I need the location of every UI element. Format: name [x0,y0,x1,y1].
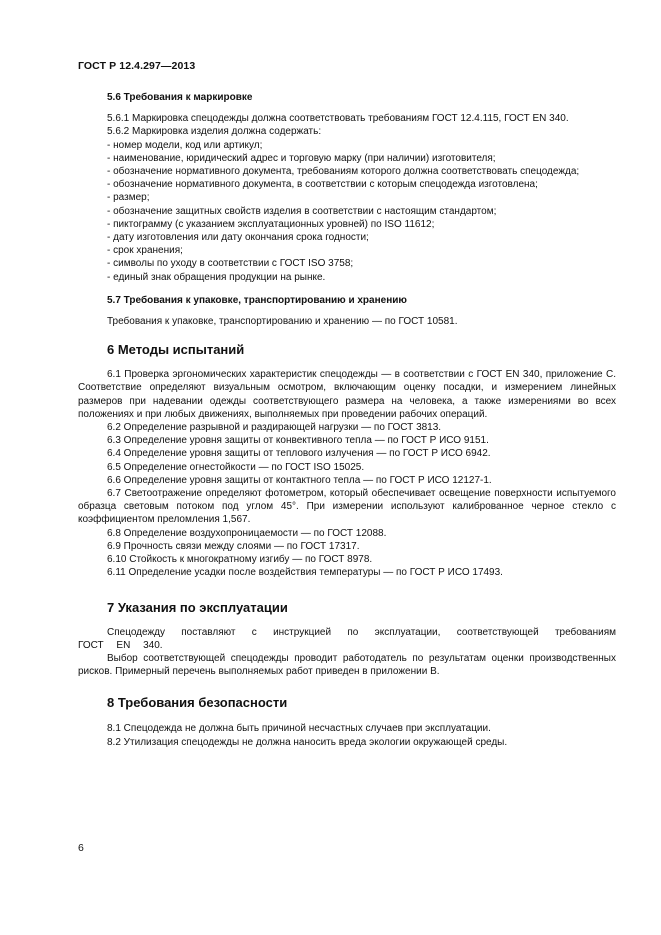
list-item: - срок хранения; [107,245,183,257]
paragraph-8-2: 8.2 Утилизация спецодежды не должна наносить вреда экологии окружающей среды. [107,736,508,748]
page-number: 6 [78,842,84,854]
section-5-7-heading: 5.7 Требования к упаковке, транспортированию и хранению [107,294,407,306]
list-item: - обозначение защитных свойств изделия в соответствии с настоящим стандартом; [107,205,497,217]
paragraph-7-1: Спецодежду поставляют с инструкцией по эксплуатации, соответствующей требованиям ГОСТ EN 340. [78,626,616,651]
paragraph-6-4: 6.4 Определение уровня защиты от теплового излучения — по ГОСТ Р ИСО 6942. [107,448,491,460]
list-item: - обозначение нормативного документа, в соответствии с которым спецодежда изготовлена; [107,179,538,191]
paragraph-6-10: 6.10 Стойкость к многократному изгибу — по ГОСТ 8978. [107,554,373,566]
document-header: ГОСТ Р 12.4.297—2013 [78,60,196,72]
paragraph-8-1: 8.1 Спецодежда не должна быть причиной несчастных случаев при эксплуатации. [107,723,491,735]
paragraph-6-6: 6.6 Определение уровня защиты от контактного тепла — по ГОСТ Р ИСО 12127-1. [107,474,492,486]
section-7-heading: 7 Указания по эксплуатации [107,599,288,615]
list-item: - символы по уходу в соответствии с ГОСТ ISO 3758; [107,258,354,270]
list-item: - обозначение нормативного документа, требованиям которого должна соответствовать спецодежда; [107,166,580,178]
paragraph-5-6-2: 5.6.2 Маркировка изделия должна содержать: [107,126,322,138]
paragraph-6-1: 6.1 Проверка эргономических характеристик спецодежды — в соответствии с ГОСТ EN 340, приложение C. Соответствие определяют визуальным осмотром, включающим оценку посадки, и измерением линейных размеров при надевании одежды соответствующего размера на человека, а также измерениями во всех положениях и при любых движениях, выполняемых при проведении рабочих операций. [78,369,616,420]
document-body [78,90,616,749]
paragraph-7-2: Выбор соответствующей спецодежды проводит работодатель по результатам оценки производственных рисков. Примерный перечень выполняемых работ приведен в приложении В. [78,652,616,678]
section-8-heading: 8 Требования безопасности [107,695,288,711]
section-6-heading: 6 Методы испытаний [107,342,245,358]
paragraph-6-2: 6.2 Определение разрывной и раздирающей нагрузки — по ГОСТ 3813. [107,422,442,434]
list-item: - единый знак обращения продукции на рынке. [107,271,326,283]
marking-list [78,139,616,284]
list-item: - дату изготовления или дату окончания срока годности; [107,232,369,244]
paragraph-6-7: 6.7 Светоотражение определяют фотометром, который обеспечивает освещение поверхности испытуемого образца световым потоком под углом 45°. При измерении используют калиброванное черное стекло с коэффициентом преломления 1,567. [78,488,616,526]
paragraph-6-5: 6.5 Определение огнестойкости — по ГОСТ ISO 15025. [107,461,365,473]
paragraph-6-3: 6.3 Определение уровня защиты от конвективного тепла — по ГОСТ Р ИСО 9151. [107,435,489,447]
list-item: - пиктограмму (с указанием эксплуатационных уровней) по ISO 11612; [107,218,435,230]
list-item: - размер; [107,192,150,204]
paragraph-5-7: Требования к упаковке, транспортированию и хранению — по ГОСТ 10581. [107,316,458,328]
list-item: - наименование, юридический адрес и торговую марку (при наличии) изготовителя; [107,152,496,164]
paragraph-6-9: 6.9 Прочность связи между слоями — по ГОСТ 17317. [107,540,360,552]
section-5-6-heading: 5.6 Требования к маркировке [107,92,253,103]
paragraph-6-8: 6.8 Определение воздухопроницаемости — по ГОСТ 12088. [107,527,387,539]
paragraph-6-11: 6.11 Определение усадки после воздействия температуры — по ГОСТ Р ИСО 17493. [107,567,503,579]
paragraph-5-6-1: 5.6.1 Маркировка спецодежды должна соответствовать требованиям ГОСТ 12.4.115, ГОСТ EN 340. [107,113,569,125]
list-item: - номер модели, код или артикул; [107,139,263,151]
